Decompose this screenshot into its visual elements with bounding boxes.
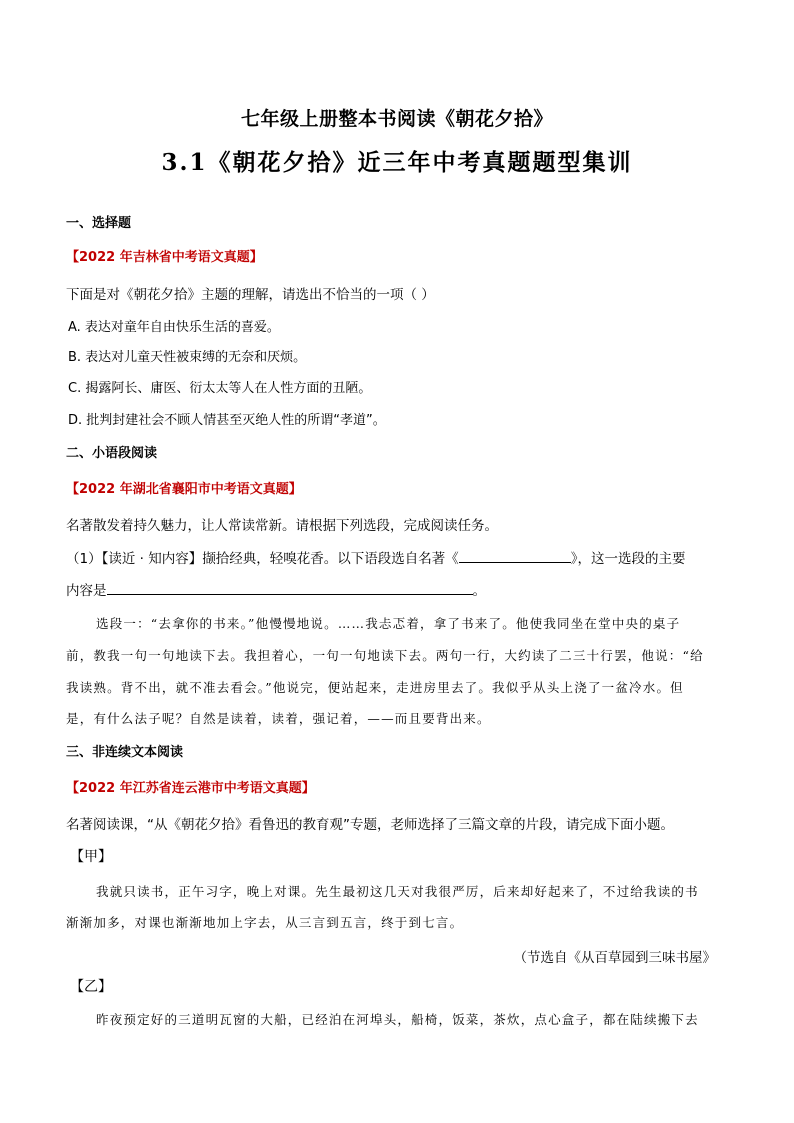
option-a: A. 表达对童年自由快乐生活的喜爱。 [68, 320, 280, 335]
excerpt-label-yi: 【乙】 [70, 979, 112, 995]
section-heading-short-passage: 二、小语段阅读 [66, 446, 158, 461]
section-intro: 名著阅读课，“从《朝花夕拾》看鲁迅的教育观”专题，老师选择了三篇文章的片段，请完成下面小题。 [66, 817, 674, 833]
option-c: C. 揭露阿长、庸医、衍太太等人在人性方面的丑陋。 [68, 381, 372, 396]
passage-line: 我读熟。背不出，就不准去看会。”他说完，便站起来，走进房里去了。我似乎从头上浇了一盆冷水。但 [66, 680, 684, 695]
question-1-line2 [66, 579, 486, 599]
question-1 [66, 547, 685, 567]
excerpt-yi-line: 昨夜预定好的三道明瓦窗的大船，已经泊在河埠头，船椅，饭菜，茶炊，点心盒子，都在陆续搬下去 [96, 1012, 699, 1027]
answer-blank-book-title[interactable] [459, 548, 571, 563]
passage-line: 前，教我一句一句地读下去。我担着心，一句一句地读下去。两句一行，大约读了二三十行罢，他说：“给 [66, 648, 704, 663]
passage-line: 选段一：“去拿你的书来。”他慢慢地说。……我忐忑着，拿了书来了。他使我同坐在堂中央的桌子 [96, 616, 681, 631]
question-1-line2-text: 内容是 [66, 583, 107, 599]
document-title: 七年级上册整本书阅读《朝花夕拾》 [240, 108, 553, 130]
document-subtitle: 3.1《朝花夕拾》近三年中考真题题型集训 [161, 149, 633, 176]
section-heading-nontext: 三、非连续文本阅读 [66, 745, 184, 760]
answer-blank-content[interactable] [107, 580, 473, 595]
question-1-mid: 》，这一选段的主要 [570, 551, 686, 567]
excerpt-label-jia: 【甲】 [70, 849, 112, 865]
source-label-xiangyang: 【2022 年湖北省襄阳市中考语文真题】 [66, 482, 302, 497]
excerpt-jia-line: 我就只读书，正午习字，晚上对课。先生最初这几天对我很严厉，后来却好起来了，不过给我读的书 [96, 884, 699, 899]
option-b: B. 表达对儿童天性被束缚的无奈和厌烦。 [68, 350, 307, 365]
passage-line: 是，有什么法子呢？自然是读着，读着，强记着，——而且要背出来。 [66, 711, 491, 726]
question-1-end: 。 [472, 583, 486, 599]
question-text: 下面是对《朝花夕拾》主题的理解，请选出不恰当的一项（ ） [66, 287, 435, 303]
section-intro: 名著散发着持久魅力，让人常读常新。请根据下列选段，完成阅读任务。 [66, 518, 498, 534]
question-1-prefix: （1）【读近 · 知内容】撷拾经典，轻嗅花香。以下语段选自名著《 [66, 551, 459, 567]
option-d: D. 批判封建社会不顾人情甚至灭绝人性的所谓“孝道”。 [68, 413, 386, 428]
excerpt-jia-source: （节选自《从百草园到三味书屋》 [513, 950, 716, 966]
source-label-lianyungang: 【2022 年江苏省连云港市中考语文真题】 [66, 781, 315, 796]
source-label-jilin: 【2022 年吉林省中考语文真题】 [66, 250, 263, 265]
excerpt-jia-line: 渐渐加多，对课也渐渐地加上字去，从三言到五言，终于到七言。 [66, 915, 464, 930]
section-heading-choice: 一、选择题 [66, 216, 132, 231]
